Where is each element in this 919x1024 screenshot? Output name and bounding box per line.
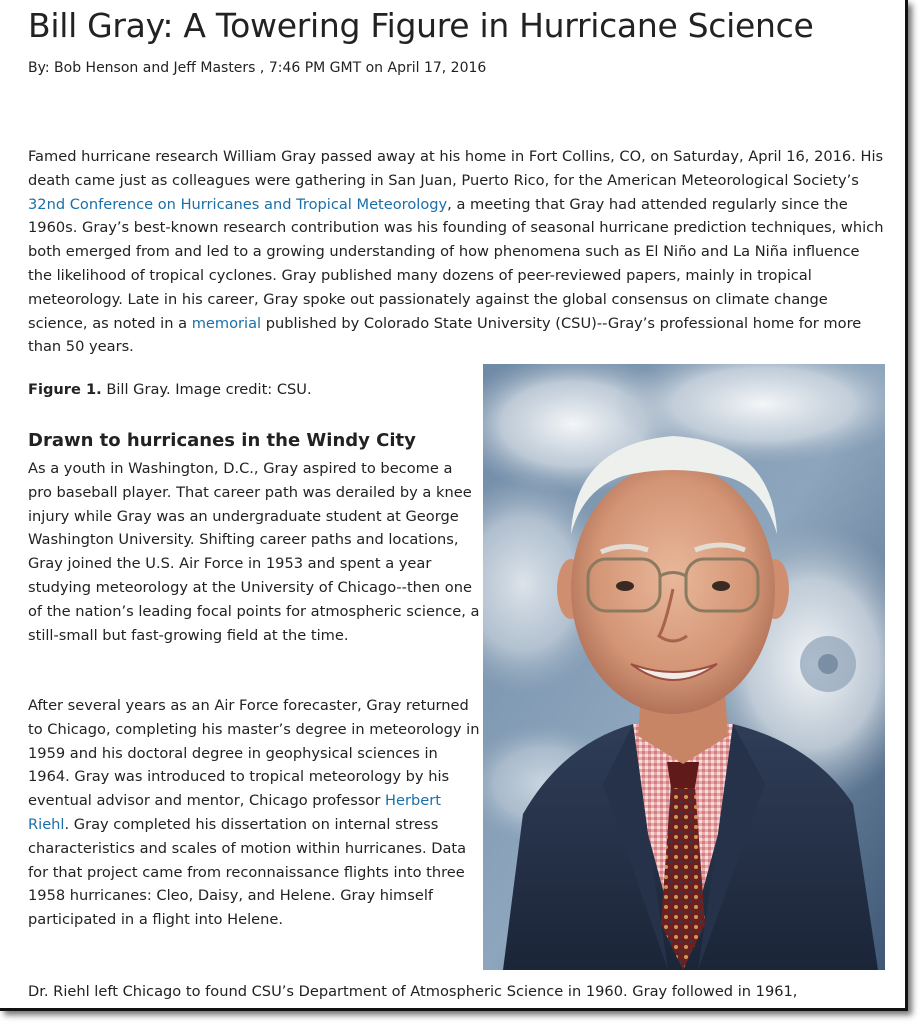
intro-text-2: , a meeting that Gray had attended regularly since the 1960s. Gray’s best-known research contribution was his founding of seasonal hurricane prediction techniques, which both emerged from and led to a growing understanding of how phenomena such as El Niño and La Niña influence the likelihood of tropical cyclones. Gray published many dozens of peer-reviewed papers, mainly in tropical meteorology. Late in his career, Gray spoke out passionately against the global consensus on climate change science, as noted in a: [28, 195, 884, 332]
intro-text-1: Famed hurricane research William Gray passed away at his home in Fort Collins, CO, on Saturday, April 16, 2016. His death came just as colleagues were gathering in San Juan, Puerto Rico, for the American Meteorological Society’s: [28, 148, 884, 189]
portrait-illustration: [483, 364, 885, 970]
section-heading: Drawn to hurricanes in the Windy City: [28, 430, 416, 451]
herbert-riehl-link[interactable]: Herbert Riehl: [28, 792, 441, 833]
body-paragraph-1: As a youth in Washington, D.C., Gray aspired to become a pro baseball player. That career path was derailed by a knee injury while Gray was an undergraduate student at George Washington University. Shifting career paths and locations, Gray joined the U.S. Air Force in 1953 and spent a year studying meteorology at the University of Chicago--then one of the nation’s leading focal points for atmospheric science, a still-small but fast-growing field at the time.: [28, 460, 480, 644]
body-paragraph-3: Dr. Riehl left Chicago to found CSU’s Department of Atmospheric Science in 1960. Gray followed in 1961,: [28, 983, 798, 1000]
intro-text-3: published by Colorado State University (CSU)--Gray’s professional home for more than 50 years.: [28, 314, 862, 356]
bill-gray-photo: [483, 364, 885, 970]
figure-caption: [28, 381, 312, 398]
figure-caption-text: Bill Gray. Image credit: CSU.: [101, 381, 312, 398]
conference-link[interactable]: 32nd Conference on Hurricanes and Tropical Meteorology: [28, 195, 448, 213]
article-title: Bill Gray: A Towering Figure in Hurricane Science: [28, 6, 814, 45]
article-byline: By: Bob Henson and Jeff Masters , 7:46 PM GMT on April 17, 2016: [28, 60, 487, 76]
intro-paragraph: [28, 145, 888, 359]
figure-label: Figure 1.: [28, 381, 102, 398]
p2-text-1: After several years as an Air Force forecaster, Gray returned to Chicago, completing his master’s degree in meteorology in 1959 and his doctoral degree in geophysical sciences in 1964. Gray was introduced to tropical meteorology by his eventual advisor and mentor, Chicago professor: [28, 697, 480, 810]
memorial-link[interactable]: memorial: [191, 314, 262, 332]
p2-text-2: . Gray completed his dissertation on internal stress characteristics and scales of motion within hurricanes. Data for that project came from reconnaissance flights into three 1958 hurricanes: Cleo, Daisy, and Helene. Gray himself participated in a flight into Helene.: [28, 815, 467, 929]
body-paragraph-2: [28, 694, 480, 932]
